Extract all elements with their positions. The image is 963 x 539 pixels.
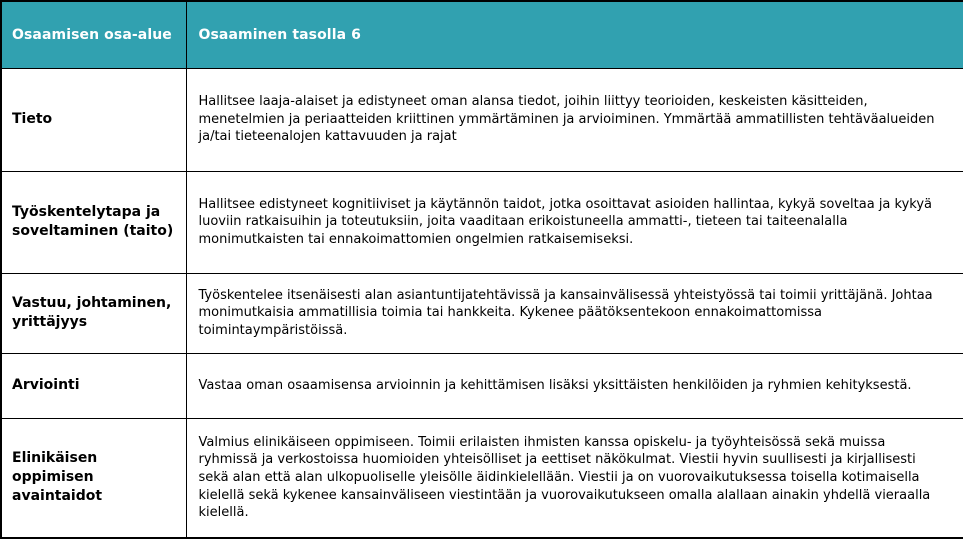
row-label-tyoskentelytapa: Työskentelytapa ja soveltaminen (taito) <box>1 171 186 273</box>
table-row <box>1 273 963 353</box>
row-label-elinikainen-oppiminen: Elinikäisen oppimisen avaintaidot <box>1 418 186 538</box>
column-header-competence-area: Osaamisen osa-alue <box>1 1 186 68</box>
row-label-vastuu: Vastuu, johtaminen, yrittäjyys <box>1 273 186 353</box>
row-text-arviointi: Vastaa oman osaamisensa arvioinnin ja kehittämisen lisäksi yksittäisten henkilöiden ja ryhmien kehityksestä. <box>186 353 963 418</box>
table-row <box>1 68 963 171</box>
table-row <box>1 171 963 273</box>
table-row <box>1 418 963 538</box>
row-label-arviointi: Arviointi <box>1 353 186 418</box>
row-text-tyoskentelytapa: Hallitsee edistyneet kognitiiviset ja käytännön taidot, jotka osoittavat asioiden hallintaa, kykyä soveltaa ja kykyä luoviin ratkaisuihin ja toteutuksiin, joita vaaditaan erikoistuneella ammatti-, tieteen tai taiteenalalla monimutkaisten tai ennakoimattomien ongelmien ratkaisemiseksi. <box>186 171 963 273</box>
row-text-vastuu: Työskentelee itsenäisesti alan asiantuntijatehtävissä ja kansainvälisessä yhteistyössä tai toimii yrittäjänä. Johtaa monimutkaisia ammatillisia toimia tai hankkeita. Kykenee päätöksentekoon ennakoimattomissa toimintaympäristöissä. <box>186 273 963 353</box>
row-text-tieto: Hallitsee laaja-alaiset ja edistyneet oman alansa tiedot, joihin liittyy teorioiden, keskeisten käsitteiden, menetelmien ja periaatteiden kriittinen ymmärtäminen ja arvioiminen. Ymmärtää ammatillisten tehtäväalueiden ja/tai tieteenalojen kattavuuden ja rajat <box>186 68 963 171</box>
table-header-row <box>1 1 963 68</box>
table-row <box>1 353 963 418</box>
column-header-competence-level-6: Osaaminen tasolla 6 <box>186 1 963 68</box>
row-text-elinikainen-oppiminen: Valmius elinikäiseen oppimiseen. Toimii erilaisten ihmisten kanssa opiskelu- ja työyhteisössä sekä muissa ryhmissä ja verkostoissa huomioiden yhteisölliset ja eettiset näkökulmat. Viestii hyvin suullisesti ja kirjallisesti sekä alan että alan ulkopuoliselle yleisölle äidinkielellään. Viestii ja on vuorovaikutuksessa toisella kotimaisella kielellä sekä kykenee kansainväliseen viestintään ja vuorovaikutukseen omalla alallaan ainakin yhdellä vieraalla kielellä. <box>186 418 963 538</box>
row-label-tieto: Tieto <box>1 68 186 171</box>
